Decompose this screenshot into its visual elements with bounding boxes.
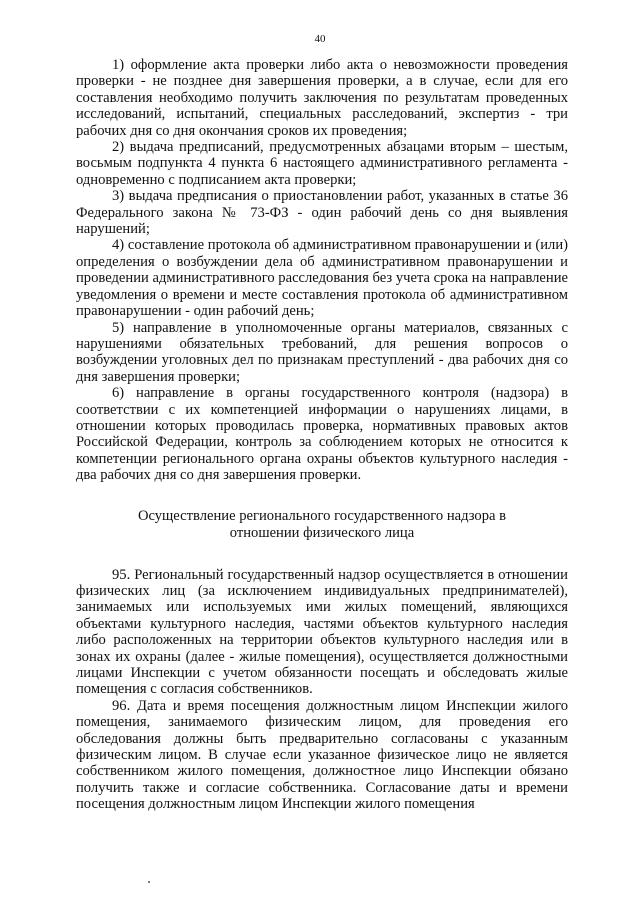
paragraph-item-4: 4) составление протокола об административном правонарушении и (или) определения о возбуждении дела об административном правонарушении и проведении административного расследования без учета срока на направление уведомления о времени и месте составления протокола об административном правонарушении - один рабочий день; — [76, 237, 568, 320]
page-number: 40 — [314, 33, 326, 45]
paragraph-item-1: 1) оформление акта проверки либо акта о невозможности проведения проверки - не позднее дня завершения проверки, а в случае, если для его составления необходимо получить заключения по результатам проведенных исследований, испытаний, специальных расследований, экспертиз - три рабочих дня со дня окончания сроков их проведения; — [76, 57, 568, 139]
document-body — [76, 57, 568, 813]
paragraph-item-3: 3) выдача предписания о приостановлении работ, указанных в статье 36 Федерального закона № 73-ФЗ - один рабочий день со дня выявления нарушений; — [76, 188, 568, 238]
paragraph-95: 95. Региональный государственный надзор осуществляется в отношении физических лиц (за исключением индивидуальных предпринимателей), занимаемых или используемых ими жилых помещений, являющихся объектами культурного наследия, частями объектов культурного наследия либо расположенных на территории объектов культурного наследия или в зонах их охраны (далее - жилые помещения), осуществляется должностными лицами Инспекции с учетом обязанности посещать и обследовать жилые помещения с согласия собственников. — [76, 566, 568, 698]
scan-speck — [148, 881, 150, 883]
section-heading — [76, 508, 568, 542]
paragraph-item-6: 6) направление в органы государственного контроля (надзора) в соответствии с их компетенцией информации о нарушениях лицами, в отношении которых проводилась проверка, нормативных правовых актов Российской Федерации, контроль за соблюдением которых не относится к компетенции регионального органа охраны объектов культурного наследия - два рабочих дня со дня завершения проверки. — [76, 385, 568, 484]
section-heading-line-1: Осуществление регионального государственного надзора в — [137, 507, 507, 524]
paragraph-item-2: 2) выдача предписаний, предусмотренных абзацами вторым – шестым, восьмым подпункта 4 пункта 6 настоящего административного регламента - одновременно с подписанием акта проверки; — [76, 139, 568, 188]
paragraph-96: 96. Дата и время посещения должностным лицом Инспекции жилого помещения, занимаемого физическим лицом, для проведения его обследования должны быть предварительно согласованы с указанным физическим лицом. В случае если указанное физическое лицо не является собственником жилого помещения, должностное лицо Инспекции обязано получить также и согласие собственника. Согласование даты и времени посещения должностным лицом Инспекции жилого помещения — [76, 697, 568, 813]
section-heading-line-2: отношении физического лица — [229, 524, 415, 541]
paragraph-item-5: 5) направление в уполномоченные органы материалов, связанных с нарушениями обязательных требований, для решения вопросов о возбуждении уголовных дел по признакам преступлений - два рабочих дня со дня завершения проверки; — [76, 319, 568, 385]
